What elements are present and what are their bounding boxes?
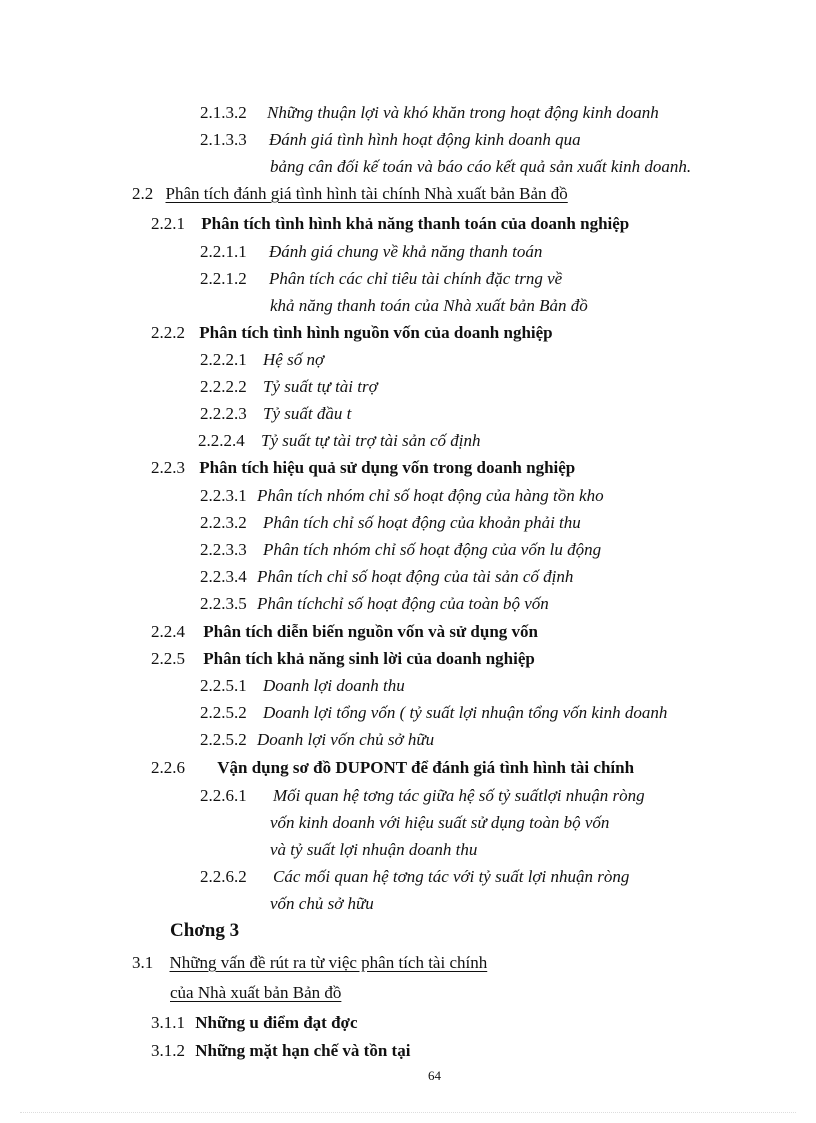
section-number: 2.2.2 <box>151 323 185 342</box>
section-number: 2.2.3.4 <box>200 567 247 586</box>
toc-line-2-2-3-2 <box>200 512 581 534</box>
toc-line-2-2 <box>132 183 568 205</box>
section-number: 2.2.2.1 <box>200 350 247 369</box>
section-number: 2.1.3.2 <box>200 103 247 122</box>
section-title-continued: khả năng thanh toán của Nhà xuất bản Bản đồ <box>270 296 588 315</box>
section-number: 2.2.3.3 <box>200 540 247 559</box>
toc-line-2-2-6-2 <box>200 866 629 888</box>
section-title: Phân tích đánh giá tình hình tài chính Nhà xuất bản Bản đồ <box>165 184 568 203</box>
toc-line-2-2-1-1 <box>200 241 542 263</box>
toc-line-2-2-5-2b <box>200 729 434 751</box>
toc-line-2-2-3-5 <box>200 593 549 615</box>
section-number: 2.2.1.1 <box>200 242 247 261</box>
section-title: Phân tích tình hình nguồn vốn của doanh nghiệp <box>199 323 553 342</box>
section-number: 2.2.2.4 <box>198 431 245 450</box>
section-number: 2.2.3.2 <box>200 513 247 532</box>
section-number: 2.2.5.2 <box>200 730 247 749</box>
toc-line-2-2-5-2 <box>200 702 667 724</box>
section-title: Những thuận lợi và khó khăn trong hoạt động kinh doanh <box>267 103 659 122</box>
section-title: Các mối quan hệ tơng tác với tỷ suất lợi nhuận ròng <box>273 867 630 886</box>
toc-line-2-2-2 <box>151 322 553 344</box>
section-title: Hệ số nợ <box>263 350 325 369</box>
section-title: Phân tích khả năng sinh lời của doanh nghiệp <box>203 649 535 668</box>
section-number: 2.2.6 <box>151 758 185 777</box>
section-title: Vận dụng sơ đồ DUPONT để đánh giá tình hình tài chính <box>217 758 635 777</box>
toc-line-2-2-2-4 <box>198 430 481 452</box>
section-title-continued: của Nhà xuất bản Bản đồ <box>170 983 342 1002</box>
toc-line-2-2-1 <box>151 213 629 235</box>
toc-line-continuation <box>270 156 691 178</box>
toc-line-2-2-5-1 <box>200 675 405 697</box>
section-number: 2.2.3.1 <box>200 486 247 505</box>
section-title: Mối quan hệ tơng tác giữa hệ số tỷ suấtlợi nhuận ròng <box>273 786 645 805</box>
section-number: 2.2.4 <box>151 622 185 641</box>
section-title-continued: vốn kinh doanh với hiệu suất sử dụng toàn bộ vốn <box>270 813 610 832</box>
toc-line-2-2-3-3 <box>200 539 601 561</box>
toc-line-2-2-2-1 <box>200 349 324 371</box>
toc-line-2-2-1-2 <box>200 268 562 290</box>
section-title-continued: vốn chủ sở hữu <box>270 894 374 913</box>
section-number: 2.2.1.2 <box>200 269 247 288</box>
section-title: Phân tích chỉ số hoạt động của khoản phải thu <box>263 513 581 532</box>
section-title: Doanh lợi doanh thu <box>263 676 405 695</box>
section-number: 2.2.1 <box>151 214 185 233</box>
toc-line-2-2-3 <box>151 457 575 479</box>
section-title: Tỷ suất đầu t <box>263 404 352 423</box>
section-number: 2.2.3 <box>151 458 185 477</box>
toc-line-3-1 <box>132 952 487 974</box>
section-number: 2.2.6.2 <box>200 867 247 886</box>
section-title: Những u điểm đạt đợc <box>195 1013 358 1032</box>
toc-line-continuation <box>270 839 477 861</box>
section-title: Phân tích nhóm chỉ số hoạt động của hàng tồn kho <box>257 486 604 505</box>
section-title: Đánh giá chung về khả năng thanh toán <box>269 242 543 261</box>
section-number: 2.2.6.1 <box>200 786 247 805</box>
section-title: Phân tích hiệu quả sử dụng vốn trong doanh nghiệp <box>199 458 576 477</box>
section-number: 3.1.1 <box>151 1013 185 1032</box>
section-title: Đánh giá tình hình hoạt động kinh doanh qua <box>269 130 581 149</box>
section-title: Tỷ suất tự tài trợ <box>263 377 378 396</box>
section-number: 3.1.2 <box>151 1041 185 1060</box>
section-number: 2.2.5.2 <box>200 703 247 722</box>
toc-line-2-2-2-2 <box>200 376 378 398</box>
section-number: 2.1.3.3 <box>200 130 247 149</box>
section-number: 2.2.2.3 <box>200 404 247 423</box>
section-title: Những vấn đề rút ra từ việc phân tích tài chính <box>169 953 488 972</box>
toc-line-2-1-3-2 <box>200 102 659 124</box>
section-title: Phân tích tình hình khả năng thanh toán của doanh nghiệp <box>201 214 630 233</box>
section-number: 2.2.3.5 <box>200 594 247 613</box>
chapter-title: Chơng 3 <box>170 920 240 941</box>
toc-line-2-2-2-3 <box>200 403 351 425</box>
toc-line-continuation <box>170 982 341 1004</box>
toc-line-2-2-6 <box>151 757 634 779</box>
section-title: Những mặt hạn chế và tồn tại <box>195 1041 411 1060</box>
section-title: Doanh lợi vốn chủ sở hữu <box>257 730 435 749</box>
toc-line-continuation <box>270 812 609 834</box>
section-number: 2.2.5 <box>151 649 185 668</box>
section-title: Phân tích diễn biến nguồn vốn và sử dụng vốn <box>203 622 538 641</box>
toc-line-2-2-4 <box>151 621 538 643</box>
section-title: Phân tíchchỉ số hoạt động của toàn bộ vốn <box>257 594 549 613</box>
section-title: Phân tích chỉ số hoạt động của tài sản cố định <box>257 567 574 586</box>
toc-line-2-2-3-1 <box>200 485 604 507</box>
section-number: 2.2.2.2 <box>200 377 247 396</box>
toc-line-3-1-1 <box>151 1012 358 1034</box>
toc-line-3-1-2 <box>151 1040 410 1062</box>
section-title-continued: và tỷ suất lợi nhuận doanh thu <box>270 840 478 859</box>
toc-line-continuation <box>270 893 374 915</box>
section-title: Tỷ suất tự tài trợ tài sản cố định <box>261 431 481 450</box>
toc-line-2-2-3-4 <box>200 566 573 588</box>
section-title: Phân tích các chỉ tiêu tài chính đặc trng về <box>269 269 563 288</box>
section-title: Doanh lợi tổng vốn ( tỷ suất lợi nhuận tổng vốn kinh doanh <box>263 703 668 722</box>
chapter-heading <box>170 920 239 942</box>
section-number: 3.1 <box>132 953 154 972</box>
toc-line-2-1-3-3 <box>200 129 581 151</box>
toc-line-continuation <box>270 295 588 317</box>
section-number: 2.2.5.1 <box>200 676 247 695</box>
toc-line-2-2-5 <box>151 648 535 670</box>
toc-line-2-2-6-1 <box>200 785 645 807</box>
page-number: 64 <box>428 1068 441 1083</box>
section-number: 2.2 <box>132 184 154 203</box>
section-title-continued: bảng cân đối kế toán và báo cáo kết quả sản xuất kinh doanh. <box>270 157 692 176</box>
section-title: Phân tích nhóm chỉ số hoạt động của vốn lu động <box>263 540 602 559</box>
page-footer-divider <box>20 1112 796 1113</box>
